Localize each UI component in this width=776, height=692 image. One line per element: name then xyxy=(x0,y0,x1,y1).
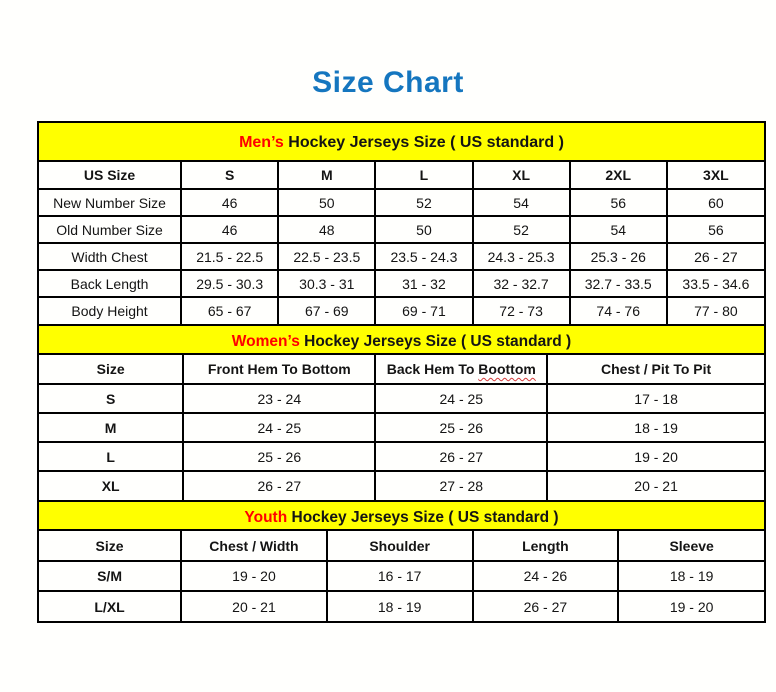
cell: 26 - 27 xyxy=(473,591,619,621)
table-row xyxy=(39,216,764,243)
womens-header-row xyxy=(39,355,764,384)
womens-section-banner xyxy=(39,324,764,355)
row-label: L/XL xyxy=(39,591,181,621)
row-label: S xyxy=(39,384,183,413)
cell: 19 - 20 xyxy=(618,591,764,621)
cell: 25.3 - 26 xyxy=(570,243,667,270)
misspelled-word: Boottom xyxy=(478,361,536,377)
cell: 23.5 - 24.3 xyxy=(375,243,472,270)
row-label: Width Chest xyxy=(39,243,181,270)
cell: 74 - 76 xyxy=(570,297,667,324)
cell: 54 xyxy=(473,189,570,216)
youth-header-row xyxy=(39,531,764,561)
cell: 26 - 27 xyxy=(667,243,764,270)
table-row xyxy=(39,413,764,442)
col-header: Size xyxy=(39,531,181,561)
cell: 20 - 21 xyxy=(547,471,764,500)
col-header: Length xyxy=(473,531,619,561)
mens-header-row xyxy=(39,162,764,189)
table-row xyxy=(39,270,764,297)
col-header: 2XL xyxy=(570,162,667,189)
cell: 32.7 - 33.5 xyxy=(570,270,667,297)
cell: 77 - 80 xyxy=(667,297,764,324)
col-header: Chest / Pit To Pit xyxy=(547,355,764,384)
table-row xyxy=(39,297,764,324)
cell: 16 - 17 xyxy=(327,561,473,591)
womens-banner-highlight: Women’s xyxy=(231,333,300,350)
cell: 26 - 27 xyxy=(183,471,375,500)
row-label: L xyxy=(39,442,183,471)
cell: 18 - 19 xyxy=(618,561,764,591)
col-header-text: Back Hem To xyxy=(386,361,479,377)
row-label: S/M xyxy=(39,561,181,591)
cell: 67 - 69 xyxy=(278,297,375,324)
row-label: XL xyxy=(39,471,183,500)
mens-section-banner xyxy=(39,123,764,162)
row-label: Old Number Size xyxy=(39,216,181,243)
row-label: Back Length xyxy=(39,270,181,297)
youth-size-table xyxy=(39,531,764,621)
size-tables xyxy=(37,121,766,623)
cell: 25 - 26 xyxy=(375,413,547,442)
mens-banner-highlight: Men’s xyxy=(239,134,284,151)
col-header xyxy=(375,355,547,384)
cell: 31 - 32 xyxy=(375,270,472,297)
cell: 19 - 20 xyxy=(547,442,764,471)
cell: 18 - 19 xyxy=(327,591,473,621)
mens-size-table xyxy=(39,162,764,324)
cell: 72 - 73 xyxy=(473,297,570,324)
col-header: L xyxy=(375,162,472,189)
table-row xyxy=(39,561,764,591)
cell: 30.3 - 31 xyxy=(278,270,375,297)
cell: 65 - 67 xyxy=(181,297,278,324)
col-header: Size xyxy=(39,355,183,384)
cell: 54 xyxy=(570,216,667,243)
cell: 23 - 24 xyxy=(183,384,375,413)
cell: 56 xyxy=(667,216,764,243)
cell: 60 xyxy=(667,189,764,216)
row-label: New Number Size xyxy=(39,189,181,216)
cell: 69 - 71 xyxy=(375,297,472,324)
table-row xyxy=(39,591,764,621)
cell: 18 - 19 xyxy=(547,413,764,442)
cell: 52 xyxy=(473,216,570,243)
youth-banner-highlight: Youth xyxy=(244,509,288,526)
table-row xyxy=(39,471,764,500)
table-row xyxy=(39,243,764,270)
col-header: M xyxy=(278,162,375,189)
cell: 24 - 25 xyxy=(375,384,547,413)
cell: 26 - 27 xyxy=(375,442,547,471)
womens-banner-text: Hockey Jerseys Size ( US standard ) xyxy=(299,333,572,350)
youth-section-banner xyxy=(39,500,764,531)
col-header: XL xyxy=(473,162,570,189)
cell: 50 xyxy=(375,216,472,243)
col-header: Chest / Width xyxy=(181,531,327,561)
womens-size-table xyxy=(39,355,764,500)
col-header: Front Hem To Bottom xyxy=(183,355,375,384)
cell: 56 xyxy=(570,189,667,216)
cell: 24 - 25 xyxy=(183,413,375,442)
cell: 17 - 18 xyxy=(547,384,764,413)
table-row xyxy=(39,384,764,413)
row-label: M xyxy=(39,413,183,442)
col-header: S xyxy=(181,162,278,189)
cell: 25 - 26 xyxy=(183,442,375,471)
cell: 50 xyxy=(278,189,375,216)
cell: 32 - 32.7 xyxy=(473,270,570,297)
page-title: Size Chart xyxy=(312,66,464,99)
col-header: 3XL xyxy=(667,162,764,189)
cell: 24.3 - 25.3 xyxy=(473,243,570,270)
cell: 48 xyxy=(278,216,375,243)
table-row xyxy=(39,189,764,216)
col-header: US Size xyxy=(39,162,181,189)
col-header: Sleeve xyxy=(618,531,764,561)
cell: 22.5 - 23.5 xyxy=(278,243,375,270)
col-header: Shoulder xyxy=(327,531,473,561)
cell: 27 - 28 xyxy=(375,471,547,500)
cell: 52 xyxy=(375,189,472,216)
row-label: Body Height xyxy=(39,297,181,324)
cell: 21.5 - 22.5 xyxy=(181,243,278,270)
cell: 19 - 20 xyxy=(181,561,327,591)
table-row xyxy=(39,442,764,471)
cell: 46 xyxy=(181,216,278,243)
cell: 20 - 21 xyxy=(181,591,327,621)
cell: 46 xyxy=(181,189,278,216)
cell: 24 - 26 xyxy=(473,561,619,591)
mens-banner-text: Hockey Jerseys Size ( US standard ) xyxy=(283,134,564,151)
youth-banner-text: Hockey Jerseys Size ( US standard ) xyxy=(287,509,559,526)
cell: 29.5 - 30.3 xyxy=(181,270,278,297)
cell: 33.5 - 34.6 xyxy=(667,270,764,297)
